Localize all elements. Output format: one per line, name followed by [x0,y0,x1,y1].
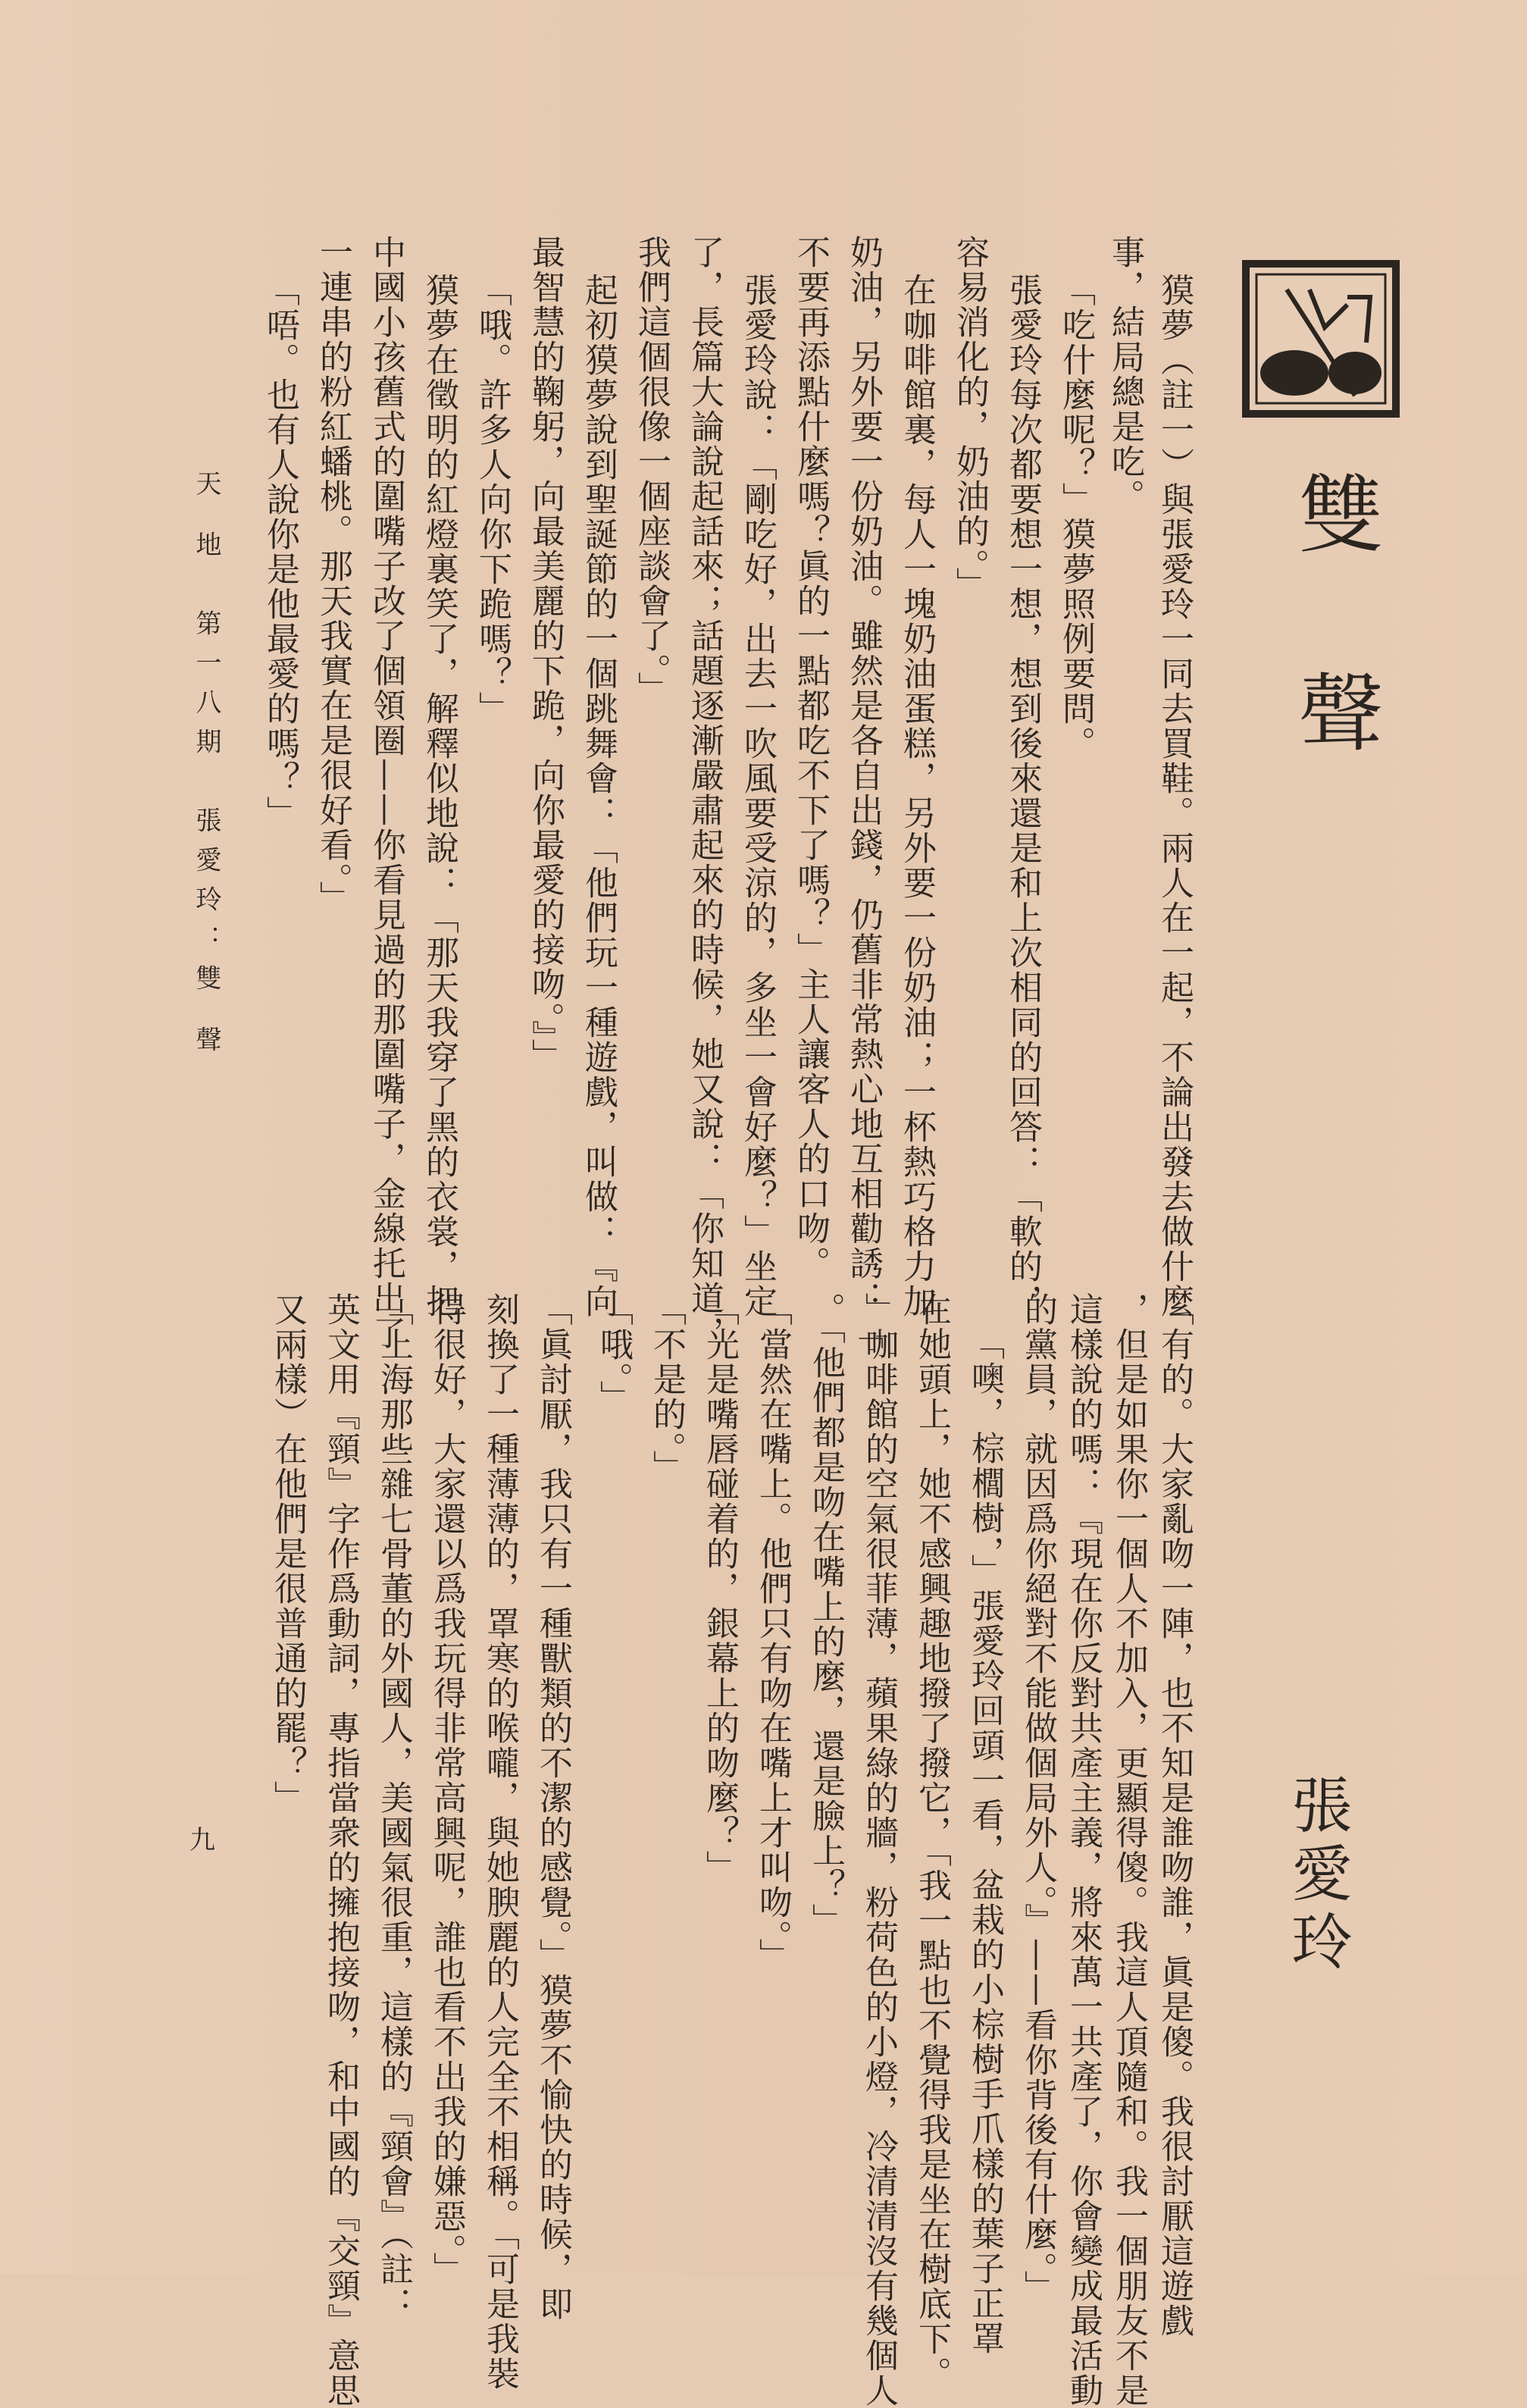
author-name: 張愛玲 [1281,1774,1352,1978]
text-column: 了，長篇大論說起話來；話題逐漸嚴肅起來的時候，她又說：「你知道， [685,235,724,1351]
text-column: 「不是的。」 [647,1292,686,1485]
text-column: 獏夢（註一）與張愛玲一同去買鞋。兩人在一起，不論出發去做什麼 [1155,273,1194,1319]
text-column: 「有的。大家亂吻一陣，也不知是誰吻誰，眞是傻。我很討厭這遊戲 [1155,1292,1194,2338]
page-number: 九 [189,1825,215,1855]
text-column: 在咖啡館裏，每人一塊奶油蛋糕，另外要一份奶油；一杯熱巧格力加 [897,273,936,1319]
text-column: 「上海那些雜七骨董的外國人，美國氣很重，這樣的『頸會』（註： [374,1292,413,2322]
text-column: 最智慧的鞠躬，向最美麗的下跪，向你最愛的接吻。』」 [526,235,565,1073]
text-column: 獏夢在徵明的紅燈裏笑了，解釋似地說：「那天我穿了黑的衣裳，把 [420,273,458,1319]
running-footer: 天 地 第一八期 張愛玲：雙 聲 [191,470,221,1066]
text-column: 起初獏夢說到聖誕節的一個跳舞會：「他們玩一種遊戲，叫做：『向 [579,273,618,1319]
text-column: 容易消化的，奶油的。」 [950,235,989,602]
text-column: 「哦。」 [594,1292,633,1415]
text-column: 奶油，另外要一份奶油。雖然是各自出錢，仍舊非常熱心地互相勸誘：「 [844,235,883,1351]
text-column: 刻換了一種薄薄的，罩寒的喉嚨，與她腴麗的人完全不相稱。「可是我裝 [480,1292,519,2391]
text-column: 」咖啡館的空氣很菲薄，蘋果綠的牆，粉荷色的小燈，冷清清沒有幾個人 [859,1292,898,2408]
text-column: 英文用『頸』字作爲動詞，專指當衆的擁抱接吻，和中國的『交頸』意思 [321,1292,360,2408]
text-column: 「哦。許多人向你下跪嗎？」 [473,273,512,726]
text-column: 。「他們都是吻在嘴上的麼，還是臉上？」 [806,1292,845,1938]
text-column: 得很好，大家還以爲我玩得非常高興呢，誰也看不出我的嫌惡。」 [427,1292,466,2287]
text-column: 「噢，棕櫚樹，」張愛玲回頭一看，盆栽的小棕樹手爪樣的葉子正罩 [965,1326,1004,2356]
text-column: 「眞討厭，我只有一種獸類的不潔的感覺。」獏夢不愉快的時候，即 [534,1292,572,2322]
text-column: 我們這個很像一個座談會了。」 [632,235,671,706]
text-column: 張愛玲每次都要想一想，想到後來還是和上次相同的回答：「軟的， [1003,273,1042,1319]
text-column: 「吃什麼呢？」獏夢照例要問。 [1056,273,1095,761]
text-column: 這樣說的嗎：『現在你反對共產主義，將來萬一共產了，你會變成最活動 [1064,1292,1103,2408]
text-column: 「光是嘴唇碰着的，銀幕上的吻麼？」 [700,1292,739,1885]
text-column: 在她頭上，她不感興趣地撥了撥它，「我一點也不覺得我是坐在樹底下。 [912,1292,951,2391]
text-column: 一連串的粉紅蟠桃。那天我實在是很好看。」 [314,235,352,916]
text-column: 「唔。也有人說你是他最愛的嗎？」 [261,273,299,831]
text-column: 的黨員，就因爲你絕對不能做個局外人。』——看你背後有什麼。」 [1019,1292,1057,2305]
text-column: 「當然在嘴上。他們只有吻在嘴上才叫吻。」 [753,1292,792,1973]
article-title: 雙聲 [1284,470,1383,867]
text-column: ，但是如果你一個人不加入，更顯得傻。我這人頂隨和。我一個朋友不是 [1109,1292,1148,2408]
text-column: 不要再添點什麼嗎？眞的一點都吃不下了嗎？」主人讓客人的口吻。 [791,235,830,1281]
text-column: 張愛玲說：「剛吃好，出去一吹風要受涼的，多坐一會好麼？」坐定 [738,273,777,1319]
text-column: 又兩樣）在他們是很普通的罷？」 [268,1292,307,1815]
magazine-woodcut-logo [1241,259,1400,418]
text-column: 中國小孩舊式的圍嘴子改了個領圈——你看見過的那圍嘴子，金線托出了 [367,235,405,1351]
text-column: 事，結局總是吃。 [1106,235,1144,514]
